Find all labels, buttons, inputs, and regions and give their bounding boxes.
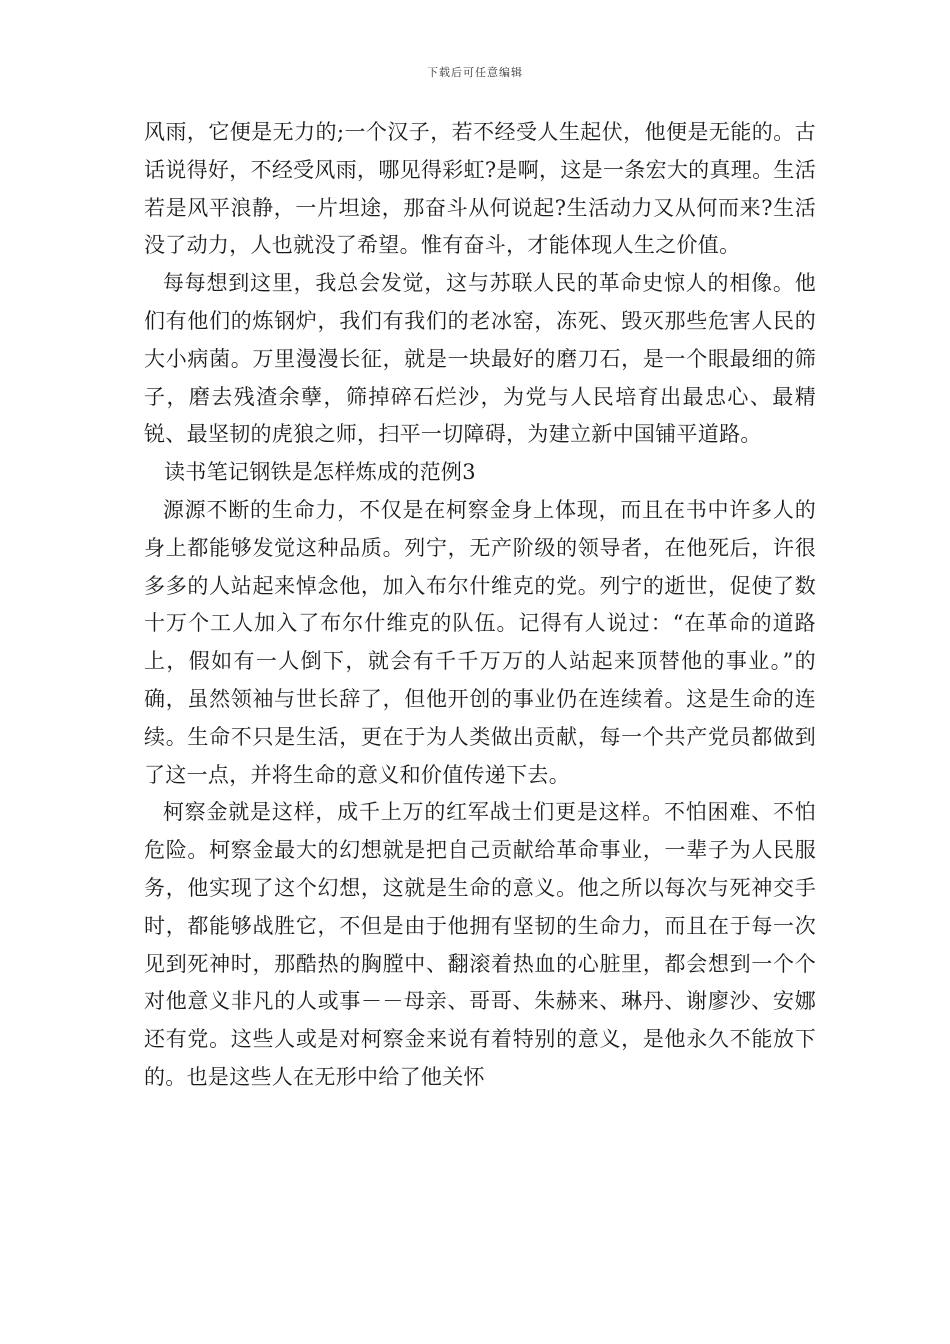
paragraph-2: 每每想到这里，我总会发觉，这与苏联人民的革命史惊人的相像。他们有他们的炼钢炉，我们有我们的老冰窑，冻死、毁灭那些危害人民的大小病菌。万里漫漫长征，就是一块最好的磨刀石，是一个眼最细的筛子，磨去残渣余孽，筛掉碎石烂沙，为党与人民培育出最忠心、最精锐、最坚韧的虎狼之师，扫平一切障碍，为建立新中国铺平道路。 <box>144 271 816 447</box>
header-note: 下载后可任意编辑 <box>427 66 523 79</box>
paragraph-3: 源源不断的生命力，不仅是在柯察金身上体现，而且在书中许多人的身上都能够发觉这种品质。列宁，无产阶级的领导者，在他死后，许很多多的人站起来悼念他，加入布尔什维克的党。列宁的逝世，促使了数十万个工人加入了布尔什维克的队伍。记得有人说过：“在革命的道路上，假如有一人倒下，就会有千千万万的人站起来顶替他的事业。”的确，虽然领袖与世长辞了，但他开创的事业仍在连续着。这是生命的连续。生命不只是生活，更在于为人类做出贡献，每一个共产党员都做到了这一点，并将生命的意义和价值传递下去。 <box>144 497 816 787</box>
section-heading: 读书笔记钢铁是怎样炼成的范例3 <box>164 460 476 485</box>
paragraph-4: 柯察金就是这样，成千上万的红军战士们更是这样。不怕困难、不怕危险。柯察金最大的幻想就是把自己贡献给革命事业，一辈子为人民服务，他实现了这个幻想，这就是生命的意义。他之所以每次与死神交手时，都能够战胜它，不但是由于他拥有坚韧的生命力，而且在于每一次见到死神时，那酷热的胸膛中、翻滚着热血的心脏里，都会想到一个个对他意义非凡的人或事－－母亲、哥哥、朱赫来、琳丹、谢廖沙、安娜还有党。这些人或是对柯察金来说有着特别的意义，是他永久不能放下的。也是这些人在无形中给了他关怀 <box>144 800 816 1089</box>
body-text <box>144 114 816 1097</box>
paragraph-1: 风雨，它便是无力的;一个汉子，若不经受人生起伏，他便是无能的。古话说得好，不经受风雨，哪见得彩虹?是啊，这是一条宏大的真理。生活若是风平浪静，一片坦途，那奋斗从何说起?生活动力又从何而来?生活没了动力，人也就没了希望。惟有奋斗，才能体现人生之价值。 <box>144 120 816 258</box>
